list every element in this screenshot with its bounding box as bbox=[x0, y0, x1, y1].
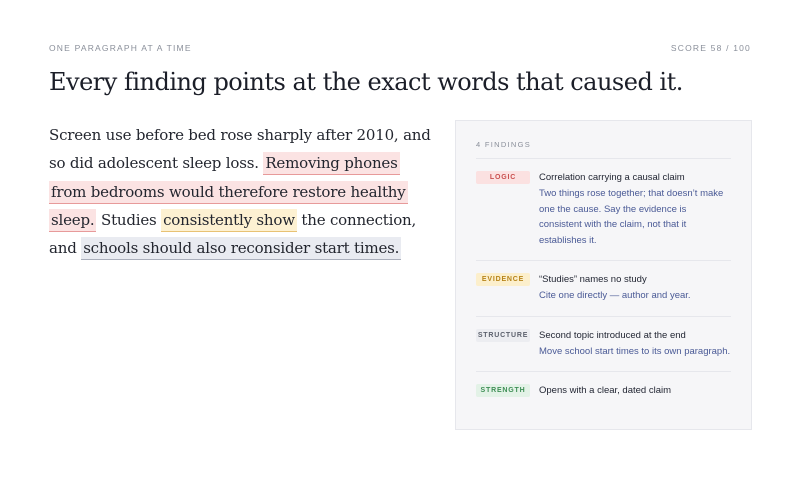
findings-panel bbox=[455, 120, 752, 430]
finding-title: Correlation carrying a causal claim bbox=[539, 172, 685, 183]
finding-description: Two things rose together; that doesn’t make one the cause. Say the evidence is consistent with the claim, not that it establishes it. bbox=[539, 188, 724, 246]
paragraph-text: the connection, and bbox=[49, 210, 417, 258]
finding-tag-evidence: EVIDENCE bbox=[476, 273, 530, 286]
finding-logic[interactable] bbox=[476, 158, 731, 260]
paragraph-text: Studies bbox=[96, 210, 162, 229]
finding-title: “Studies” names no study bbox=[539, 274, 647, 285]
analyzed-paragraph bbox=[49, 121, 434, 262]
highlight-logic[interactable]: Removing phones from bedrooms would therefore restore healthy sleep. bbox=[49, 152, 408, 232]
finding-body bbox=[539, 383, 731, 398]
finding-title: Second topic introduced at the end bbox=[539, 329, 686, 341]
finding-description: Cite one directly — author and year. bbox=[539, 290, 691, 301]
finding-tag-logic: LOGIC bbox=[476, 171, 530, 184]
page-title: Every finding points at the exact words that caused it. bbox=[49, 68, 683, 96]
eyebrow-label: ONE PARAGRAPH AT A TIME bbox=[49, 43, 192, 53]
score-label: SCORE 58 / 100 bbox=[670, 43, 751, 53]
finding-strength[interactable] bbox=[476, 371, 731, 410]
finding-body bbox=[539, 170, 731, 248]
findings-count-label: 4 FINDINGS bbox=[476, 140, 532, 149]
paragraph-text: Screen use before bed rose sharply after 2010, and so did adolescent sleep loss. bbox=[49, 126, 431, 173]
finding-body bbox=[539, 272, 731, 304]
finding-body bbox=[539, 328, 731, 360]
finding-title: Opens with a clear, dated claim bbox=[539, 385, 672, 396]
finding-evidence[interactable] bbox=[476, 260, 731, 316]
finding-tag-structure: STRUCTURE bbox=[476, 329, 530, 342]
finding-description: Move school start times to its own paragraph. bbox=[539, 345, 731, 357]
finding-tag-strength: STRENGTH bbox=[476, 384, 530, 397]
finding-structure[interactable] bbox=[476, 316, 731, 372]
highlight-structure[interactable]: schools should also reconsider start times. bbox=[81, 237, 401, 260]
highlight-evidence[interactable]: consistently show bbox=[161, 209, 297, 232]
top-bar bbox=[49, 43, 751, 53]
